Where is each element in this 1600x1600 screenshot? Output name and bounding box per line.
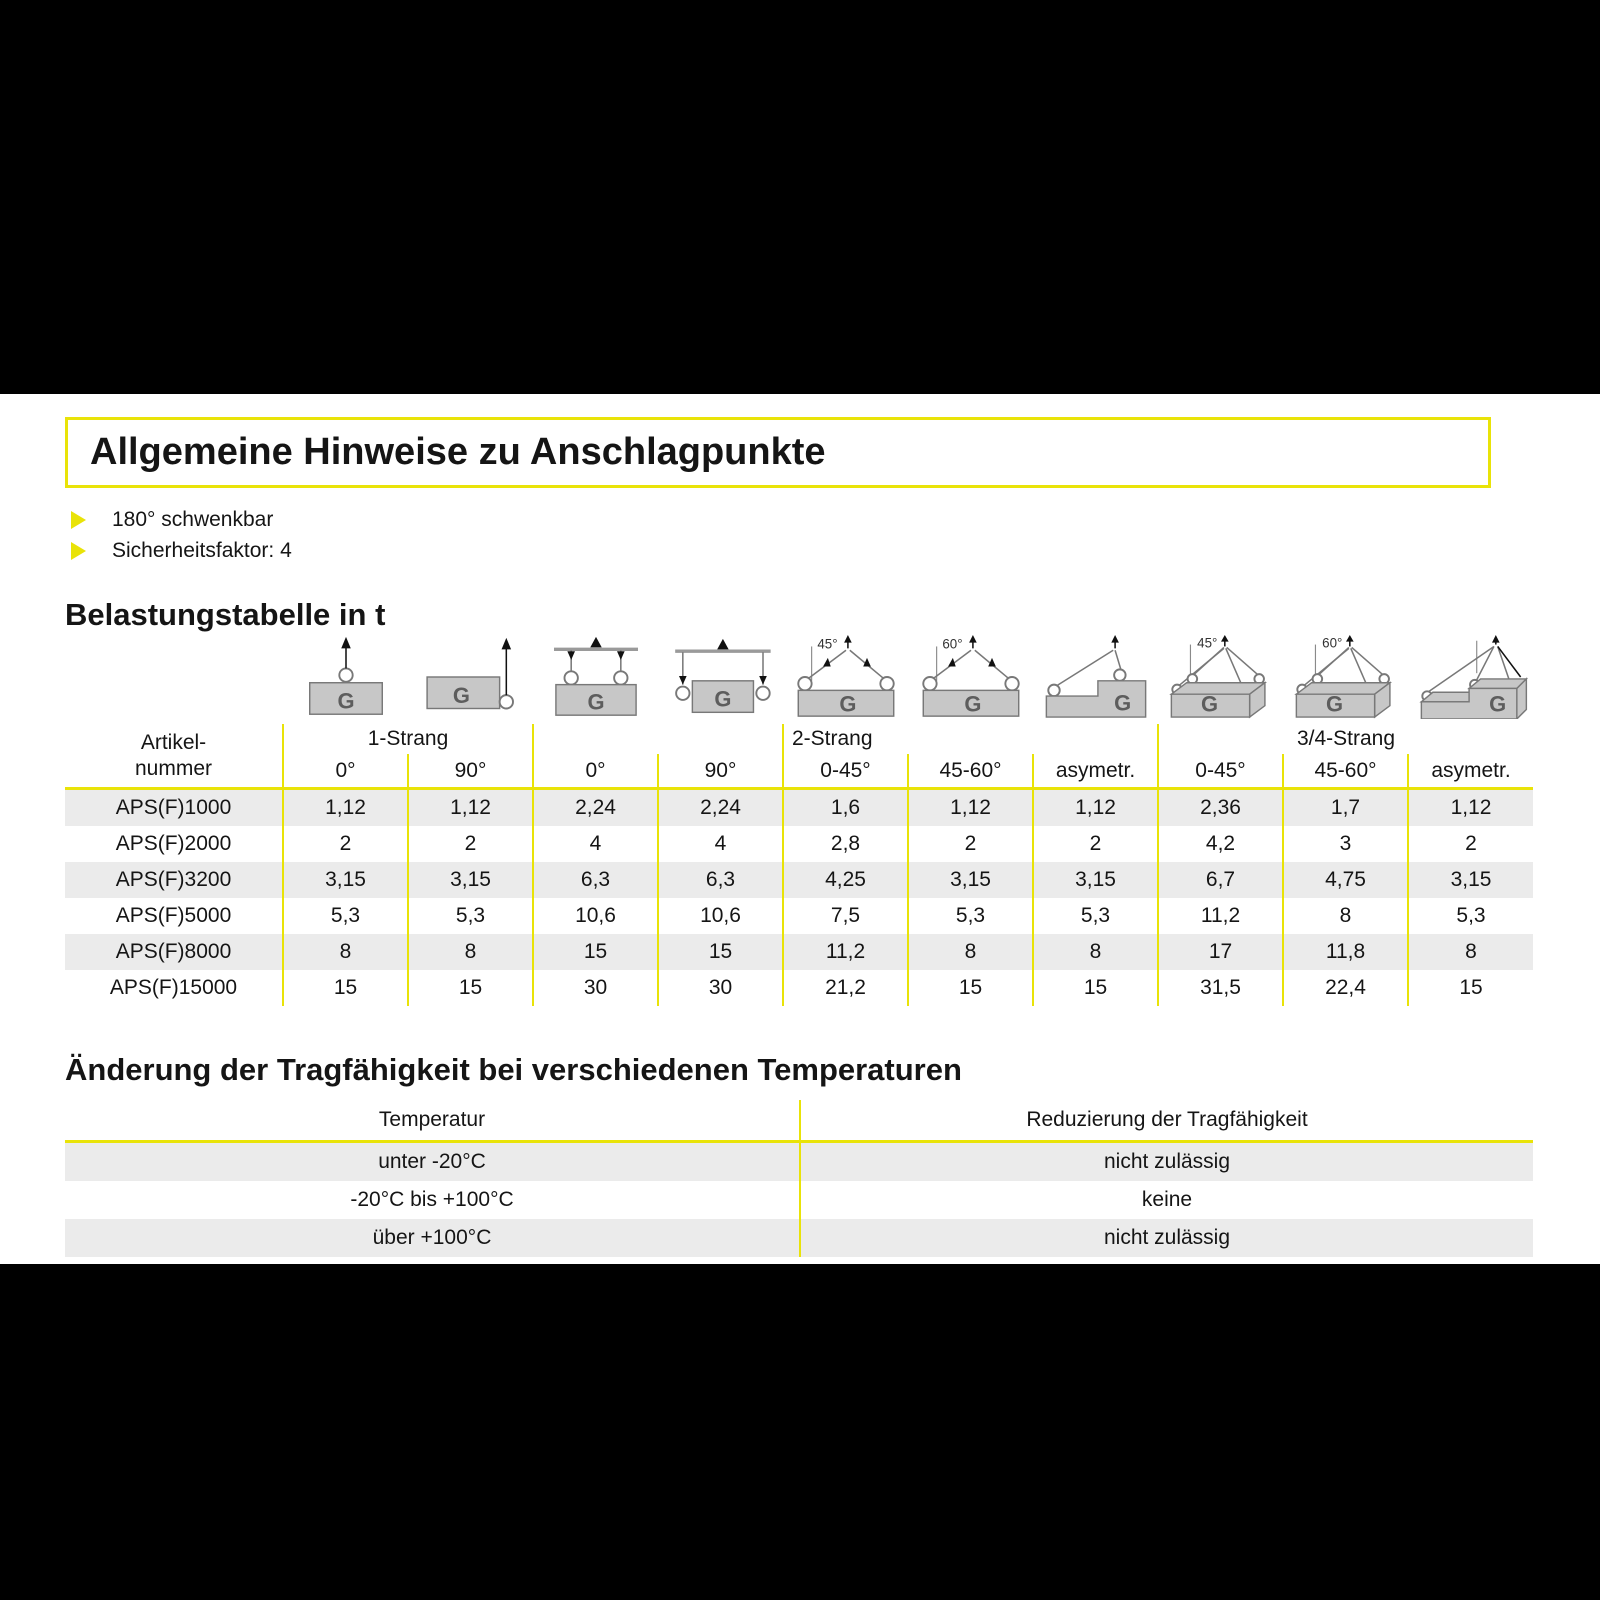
icon-row-spacer xyxy=(65,635,283,724)
group-header-2-strang: 2-Strang xyxy=(783,724,1158,754)
load-value-cell: 2 xyxy=(408,826,533,862)
load-value-cell: 7,5 xyxy=(783,898,908,934)
load-value-cell: 5,3 xyxy=(908,898,1033,934)
load-value-cell: 31,5 xyxy=(1158,970,1283,1006)
load-value-cell: 10,6 xyxy=(658,898,783,934)
bullet-triangle-icon xyxy=(71,542,86,560)
bullet-text: Sicherheitsfaktor: 4 xyxy=(112,539,292,562)
page-title: Allgemeine Hinweise zu Anschlagpunkte xyxy=(90,431,826,473)
load-value-cell: 30 xyxy=(658,970,783,1006)
document-content-area xyxy=(0,394,1600,1264)
load-value-cell: 8 xyxy=(1283,898,1408,934)
svg-text:G: G xyxy=(1113,690,1131,716)
bullet-list xyxy=(71,508,1600,563)
group-header-row xyxy=(65,724,1533,754)
article-number-cell: APS(F)2000 xyxy=(115,832,232,855)
load-value-cell: 11,2 xyxy=(1158,898,1283,934)
svg-text:45°: 45° xyxy=(1196,635,1217,651)
reduction-cell: keine xyxy=(800,1181,1533,1219)
load-table-row xyxy=(65,789,1533,827)
svg-text:G: G xyxy=(336,688,355,714)
column-header: 0-45° xyxy=(783,754,908,789)
load-value-cell: 15 xyxy=(1033,970,1158,1006)
load-value-cell: 3 xyxy=(1283,826,1408,862)
sling-1-strang-90deg-icon xyxy=(408,635,533,724)
load-value-cell: 2 xyxy=(1408,826,1533,862)
load-value-cell: 5,3 xyxy=(283,898,408,934)
load-table-row xyxy=(65,826,1533,862)
temperature-cell: -20°C bis +100°C xyxy=(350,1188,514,1211)
column-header: 0° xyxy=(283,754,408,789)
article-number-header: Artikel- nummer xyxy=(134,730,213,780)
group-header-unlabeled xyxy=(533,724,783,754)
load-value-cell: 8 xyxy=(908,934,1033,970)
load-value-cell: 15 xyxy=(283,970,408,1006)
temperature-table-row xyxy=(65,1181,1533,1219)
load-table xyxy=(65,635,1533,1006)
load-value-cell: 5,3 xyxy=(1033,898,1158,934)
load-value-cell: 1,6 xyxy=(783,789,908,827)
load-value-cell: 10,6 xyxy=(533,898,658,934)
svg-text:60°: 60° xyxy=(941,636,963,652)
sling-2-strang-0deg-icon xyxy=(533,635,658,724)
sling-2-strang-asymmetric-icon xyxy=(1033,635,1158,724)
load-value-cell: 3,15 xyxy=(1408,862,1533,898)
svg-text:45°: 45° xyxy=(816,636,838,652)
load-value-cell: 6,3 xyxy=(658,862,783,898)
column-header: 90° xyxy=(408,754,533,789)
article-number-cell: APS(F)8000 xyxy=(115,940,232,963)
temperature-table-body xyxy=(65,1142,1533,1258)
load-table-row xyxy=(65,862,1533,898)
load-table-row xyxy=(65,898,1533,934)
sling-2-strang-45-60deg-icon xyxy=(908,635,1033,724)
load-value-cell: 1,7 xyxy=(1283,789,1408,827)
svg-text:G: G xyxy=(1488,691,1506,717)
temperature-table-row xyxy=(65,1219,1533,1257)
load-value-cell: 4 xyxy=(533,826,658,862)
load-value-cell: 15 xyxy=(408,970,533,1006)
svg-text:G: G xyxy=(586,689,605,715)
reduction-column-header: Reduzierung der Tragfähigkeit xyxy=(800,1100,1533,1142)
load-value-cell: 4,75 xyxy=(1283,862,1408,898)
column-header: 0° xyxy=(533,754,658,789)
group-header-1-strang: 1-Strang xyxy=(283,724,533,754)
temperature-cell: über +100°C xyxy=(372,1226,492,1249)
load-value-cell: 4,2 xyxy=(1158,826,1283,862)
load-value-cell: 5,3 xyxy=(408,898,533,934)
load-value-cell: 3,15 xyxy=(408,862,533,898)
load-table-heading: Belastungstabelle in t xyxy=(65,597,386,632)
sling-34-strang-45-60deg-icon xyxy=(1283,635,1408,724)
svg-text:G: G xyxy=(1325,691,1343,717)
svg-text:G: G xyxy=(713,686,731,712)
article-number-cell: APS(F)5000 xyxy=(115,904,232,927)
load-value-cell: 5,3 xyxy=(1408,898,1533,934)
load-value-cell: 8 xyxy=(283,934,408,970)
load-value-cell: 2 xyxy=(908,826,1033,862)
load-value-cell: 2 xyxy=(1033,826,1158,862)
reduction-cell: nicht zulässig xyxy=(800,1219,1533,1257)
bullet-item xyxy=(71,508,1600,532)
svg-text:G: G xyxy=(1200,691,1218,717)
svg-text:G: G xyxy=(963,691,981,717)
svg-text:60°: 60° xyxy=(1321,635,1342,651)
load-value-cell: 6,7 xyxy=(1158,862,1283,898)
load-value-cell: 3,15 xyxy=(283,862,408,898)
load-table-body xyxy=(65,789,1533,1007)
load-value-cell: 11,2 xyxy=(783,934,908,970)
load-value-cell: 8 xyxy=(1033,934,1158,970)
icon-row xyxy=(65,635,1533,724)
load-value-cell: 3,15 xyxy=(908,862,1033,898)
load-value-cell: 3,15 xyxy=(1033,862,1158,898)
load-value-cell: 2,36 xyxy=(1158,789,1283,827)
column-header: asymetr. xyxy=(1033,754,1158,789)
svg-text:G: G xyxy=(838,691,856,717)
article-number-cell: APS(F)3200 xyxy=(115,868,232,891)
temperature-column-header: Temperatur xyxy=(378,1108,486,1131)
bullet-text: 180° schwenkbar xyxy=(112,508,274,531)
load-value-cell: 17 xyxy=(1158,934,1283,970)
sling-34-strang-0-45deg-icon xyxy=(1158,635,1283,724)
load-value-cell: 1,12 xyxy=(1033,789,1158,827)
group-header-34-strang: 3/4-Strang xyxy=(1158,724,1533,754)
sling-2-strang-0-45deg-icon xyxy=(783,635,908,724)
load-value-cell: 21,2 xyxy=(783,970,908,1006)
bullet-triangle-icon xyxy=(71,511,86,529)
column-header: 45-60° xyxy=(908,754,1033,789)
temperature-table-row xyxy=(65,1142,1533,1182)
load-value-cell: 11,8 xyxy=(1283,934,1408,970)
load-value-cell: 22,4 xyxy=(1283,970,1408,1006)
load-value-cell: 8 xyxy=(408,934,533,970)
column-header: 0-45° xyxy=(1158,754,1283,789)
load-value-cell: 6,3 xyxy=(533,862,658,898)
sling-2-strang-90deg-icon xyxy=(658,635,783,724)
load-value-cell: 2,24 xyxy=(533,789,658,827)
load-value-cell: 1,12 xyxy=(283,789,408,827)
article-number-cell: APS(F)1000 xyxy=(115,796,232,819)
svg-text:G: G xyxy=(452,682,470,708)
temperature-table xyxy=(65,1100,1533,1257)
load-value-cell: 4 xyxy=(658,826,783,862)
column-header: 90° xyxy=(658,754,783,789)
load-value-cell: 15 xyxy=(1408,970,1533,1006)
load-table-row xyxy=(65,970,1533,1006)
temperature-section-heading: Änderung der Tragfähigkeit bei verschiedenen Temperaturen xyxy=(65,1052,962,1087)
sling-34-strang-asymmetric-icon xyxy=(1408,635,1533,724)
document-inner xyxy=(0,394,1600,1257)
load-value-cell: 15 xyxy=(658,934,783,970)
load-value-cell: 1,12 xyxy=(408,789,533,827)
load-value-cell: 15 xyxy=(908,970,1033,1006)
load-value-cell: 2,8 xyxy=(783,826,908,862)
load-table-row xyxy=(65,934,1533,970)
load-value-cell: 30 xyxy=(533,970,658,1006)
sub-header-row xyxy=(65,754,1533,789)
temperature-cell: unter -20°C xyxy=(378,1150,486,1173)
load-value-cell: 1,12 xyxy=(908,789,1033,827)
load-value-cell: 8 xyxy=(1408,934,1533,970)
sling-1-strang-0deg-icon xyxy=(283,635,408,724)
load-value-cell: 15 xyxy=(533,934,658,970)
column-header: 45-60° xyxy=(1283,754,1408,789)
article-number-cell: APS(F)15000 xyxy=(109,976,238,999)
load-value-cell: 4,25 xyxy=(783,862,908,898)
title-box xyxy=(65,417,1491,488)
load-value-cell: 1,12 xyxy=(1408,789,1533,827)
load-value-cell: 2,24 xyxy=(658,789,783,827)
reduction-cell: nicht zulässig xyxy=(800,1142,1533,1182)
load-value-cell: 2 xyxy=(283,826,408,862)
temperature-header-row xyxy=(65,1100,1533,1142)
bullet-item xyxy=(71,539,1600,563)
column-header: asymetr. xyxy=(1408,754,1533,789)
